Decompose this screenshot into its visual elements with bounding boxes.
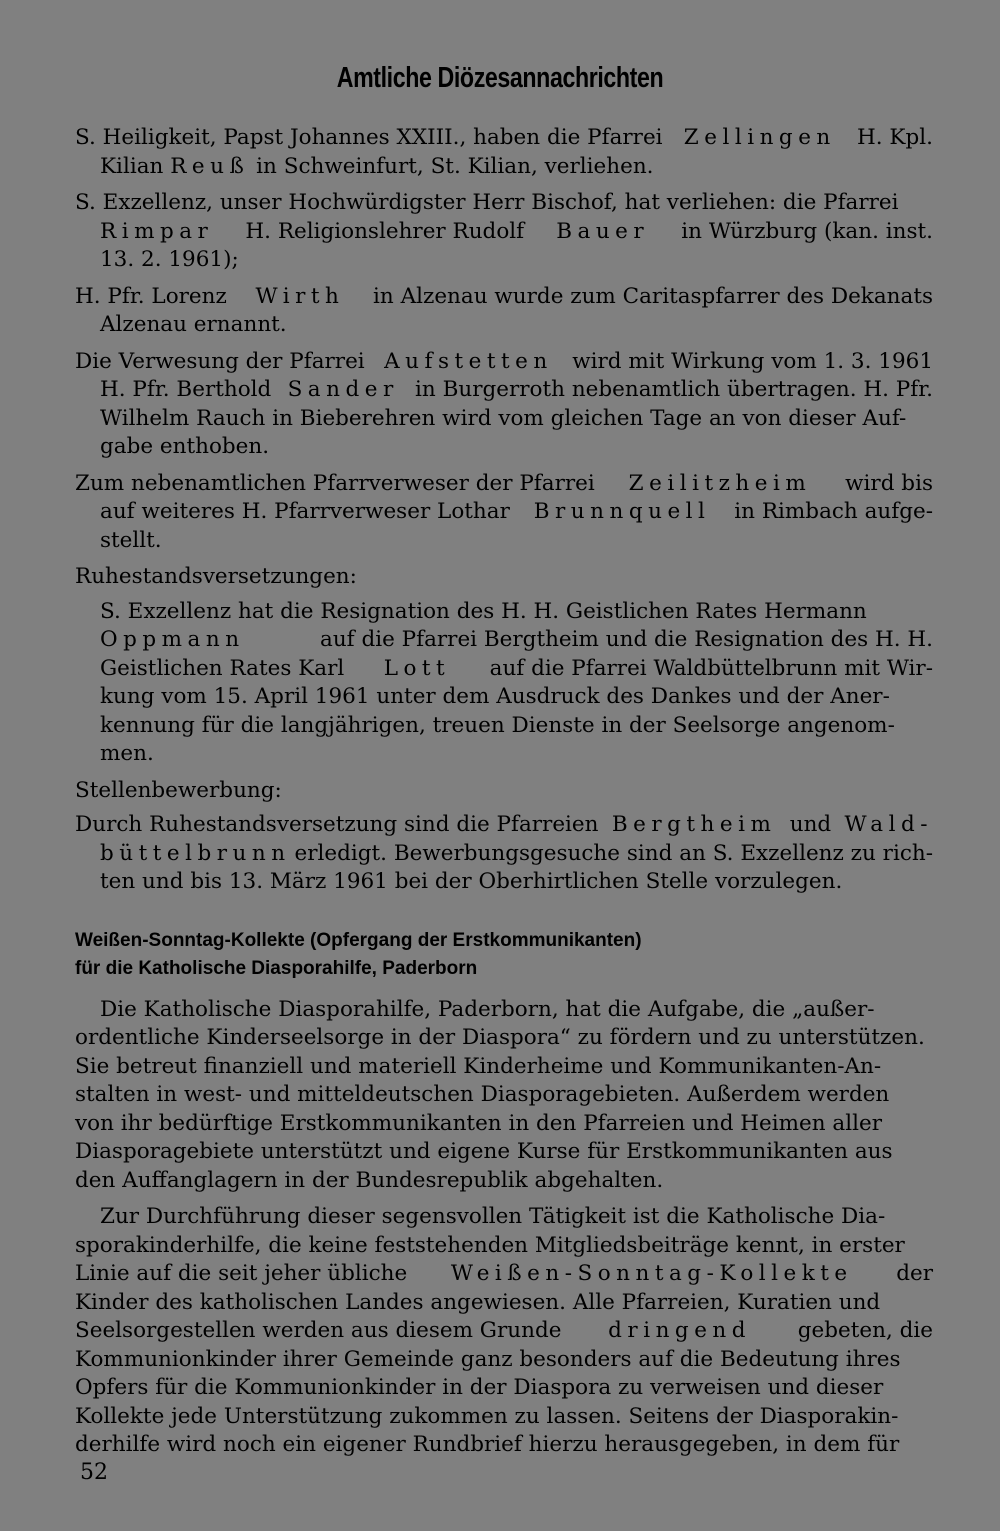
text-segment: auf die Pfarrei Waldbüttelbrunn mit Wir- [489, 655, 933, 681]
page-title: Amtliche Diözesannachrichten [336, 62, 664, 94]
text-segment: Durch Ruhestandsversetzung sind die Pfarreien [75, 812, 599, 837]
notice-wirth [75, 283, 933, 340]
notice-zellingen [75, 124, 933, 181]
text-line: men. [100, 741, 154, 766]
text-segment: auf weiteres H. Pfarrverweser Lothar [100, 499, 510, 524]
text-line [75, 348, 933, 377]
text-line: Opfers für die Kommunionkinder in der Diaspora zu verweisen und dieser [75, 1375, 884, 1400]
text-segment: Die Verwesung der Pfarrei [75, 348, 365, 374]
text-segment: erledigt. Bewerbungsgesuche sind an S. Exzellenz zu rich- [294, 840, 933, 866]
text-line: ordentliche Kinderseelsorge in der Diaspora“ zu fördern und zu unterstützen. [75, 1025, 925, 1050]
text-line [75, 811, 933, 840]
text-line: Diasporagebiete unterstützt und eigene Kurse für Erstkommunikanten aus [75, 1139, 893, 1164]
text-line: Sie betreut finanziell und materiell Kinderheime und Kommunikanten-An- [75, 1053, 882, 1079]
spaced-name: Aufstetten [384, 348, 553, 374]
text-segment: wird mit Wirkung vom 1. 3. 1961 [572, 348, 933, 374]
text-line [75, 153, 933, 182]
text-line: Kollekte jede Unterstützung zukommen zu lassen. Seitens der Diasporakin- [75, 1403, 899, 1429]
text-segment: Kilian [100, 153, 171, 179]
text-line [75, 1317, 933, 1346]
spaced-name: Rimpar [100, 218, 214, 244]
document-body [75, 124, 933, 1468]
text-segment: und [789, 812, 832, 837]
text-line: kung vom 15. April 1961 unter dem Ausdruck des Dankes und der Aner- [100, 684, 890, 709]
spaced-name: Lott [383, 655, 451, 681]
text-segment: in Burgerroth nebenamtlich übertragen. H. Pfr. [415, 377, 933, 402]
applications-notice [75, 811, 933, 897]
text-line: 13. 2. 1961); [100, 247, 239, 272]
text-line [75, 218, 933, 247]
text-line: S. Exzellenz, unser Hochwürdigster Herr Bischof, hat verliehen: die Pfarrei [75, 190, 899, 215]
text-line: Kinder des katholischen Landes angewiesen. Alle Pfarreien, Kuratien und [75, 1289, 881, 1315]
text-line: kennung für die langjährigen, treuen Dienste in der Seelsorge angenom- [100, 712, 895, 738]
text-line: gabe enthoben. [100, 434, 270, 459]
spaced-name: Wald- [844, 812, 933, 837]
text-line [75, 1260, 933, 1289]
page-number: 52 [80, 1460, 108, 1485]
text-line: S. Exzellenz hat die Resignation des H. H. Geistlichen Rates Hermann [100, 598, 867, 624]
text-segment: gebeten, die [797, 1318, 933, 1343]
spaced-name: Reuß [170, 153, 250, 179]
text-line: den Auffanglagern in der Bundesrepublik abgehalten. [75, 1167, 664, 1193]
text-line: Die Katholische Diasporahilfe, Paderborn, hat die Aufgabe, die „außer- [100, 996, 875, 1022]
text-line: stellt. [100, 527, 162, 553]
text-line [75, 376, 933, 405]
text-segment: in Würzburg (kan. inst. [681, 218, 933, 244]
section-label-retirement: Ruhestandsversetzungen: [75, 564, 357, 589]
text-line [75, 283, 933, 312]
text-segment: S. Heiligkeit, Papst Johannes XXIII., haben die Pfarrei [75, 125, 663, 150]
spaced-name: Brunnquell [533, 499, 711, 524]
text-line [75, 498, 933, 527]
spaced-name: Sander [287, 377, 399, 402]
spaced-name: büttelbrunn [100, 840, 291, 866]
text-line: sporakinderhilfe, die keine feststehenden Mitgliedsbeiträge kennt, in erster [75, 1232, 905, 1258]
text-segment: H. Pfr. Lorenz [75, 283, 227, 309]
spaced-name: Bergtheim [611, 812, 777, 837]
text-segment: wird bis [845, 470, 933, 496]
spacer [75, 984, 933, 996]
text-segment: auf die Pfarrei Bergtheim und die Resignation des H. H. [320, 627, 933, 652]
notice-aufstetten [75, 348, 933, 462]
section-label-applications: Stellenbewerbung: [75, 777, 282, 803]
spaced-name: Weißen-Sonntag-Kollekte [450, 1261, 853, 1286]
text-line: von ihr bedürftige Erstkommunikanten in den Pfarreien und Heimen aller [75, 1110, 883, 1136]
text-segment: H. Pfr. Berthold [100, 377, 272, 402]
text-line [75, 124, 933, 153]
section-heading: Weißen-Sonntag-Kollekte (Opfergang der Erstkommunikanten) [75, 929, 642, 951]
text-segment: in Schweinfurt, St. Kilian, verliehen. [249, 153, 654, 179]
text-line [100, 626, 933, 655]
collection-paragraph-1 [75, 996, 933, 1196]
spaced-name: Bauer [556, 218, 650, 244]
notice-rimpar [75, 189, 933, 275]
text-line: Kommunionkinder ihrer Gemeinde ganz besonders auf die Bedeutung ihres [75, 1346, 901, 1372]
text-segment: der [896, 1261, 933, 1286]
text-line: stalten in west- und mitteldeutschen Diasporagebieten. Außerdem werden [75, 1082, 890, 1107]
text-line: ten und bis 13. März 1961 bei der Oberhirtlichen Stelle vorzulegen. [100, 869, 843, 894]
retirement-notice [75, 598, 933, 769]
text-line: Wilhelm Rauch in Bieberehren wird vom gleichen Tage an von dieser Auf- [100, 405, 907, 431]
text-segment: in Alzenau wurde zum Caritaspfarrer des Dekanats [373, 283, 933, 309]
notice-zeilitzheim [75, 470, 933, 556]
text-segment: Seelsorgestellen werden aus diesem Grunde [75, 1318, 562, 1343]
text-segment: H. Religionslehrer Rudolf [245, 218, 525, 244]
text-line: Zur Durchführung dieser segensvollen Tätigkeit ist die Katholische Dia- [100, 1204, 886, 1229]
text-segment: in Rimbach aufge- [734, 499, 933, 524]
text-segment: Geistlichen Rates Karl [100, 655, 345, 681]
text-line: Alzenau ernannt. [100, 312, 287, 337]
text-line [100, 655, 933, 684]
text-line: derhilfe wird noch ein eigener Rundbrief hierzu herausgegeben, in dem für [75, 1432, 900, 1457]
section-subheading: für die Katholische Diasporahilfe, Paderborn [75, 958, 478, 979]
text-segment: H. Kpl. [857, 125, 933, 150]
text-line [75, 840, 933, 869]
spaced-name: Zeilitzheim [628, 470, 812, 496]
spaced-name: Zellingen [683, 125, 836, 150]
spaced-name: dringend [608, 1318, 752, 1343]
collection-paragraph-2 [75, 1203, 933, 1460]
text-segment: Linie auf die seit jeher übliche [75, 1261, 408, 1286]
spaced-name: Oppmann [100, 627, 245, 652]
text-line [75, 470, 933, 499]
spaced-name: Wirth [255, 283, 345, 309]
spacer [75, 905, 933, 927]
text-segment: Zum nebenamtlichen Pfarrverweser der Pfarrei [75, 470, 595, 496]
